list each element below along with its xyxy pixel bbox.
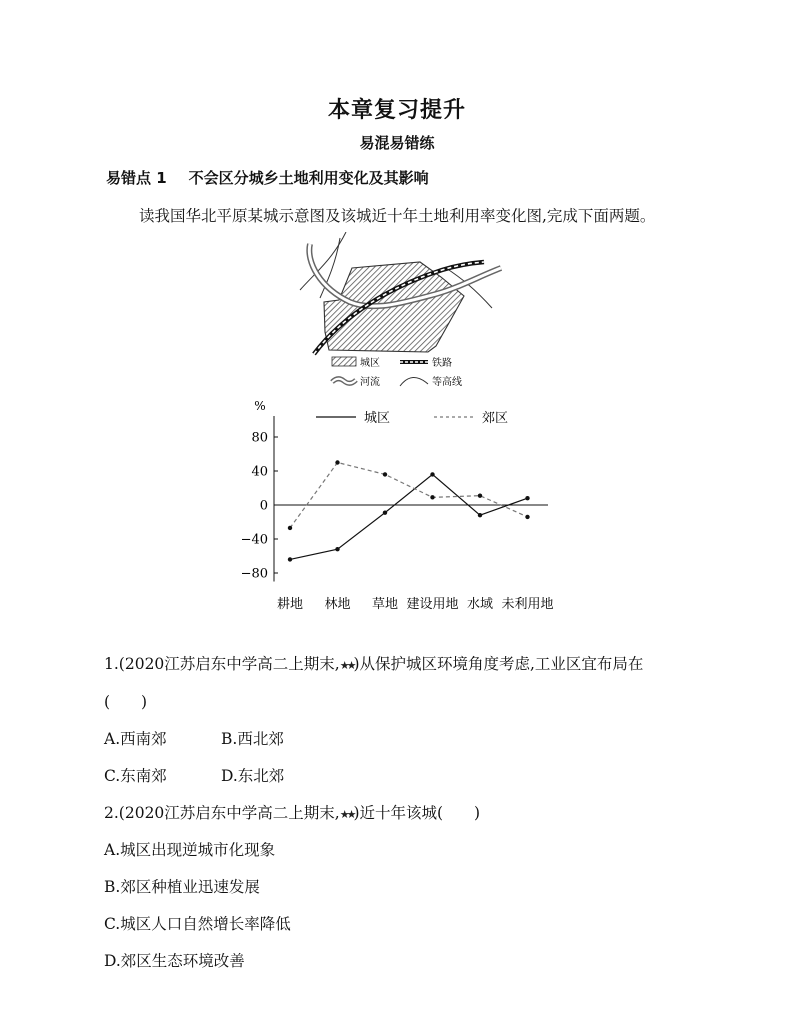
option-2a[interactable]: A.城区出现逆城市化现象	[104, 841, 276, 859]
hatched-area-icon	[332, 357, 356, 366]
option-1d[interactable]: D.东北郊	[221, 767, 285, 785]
option-2b[interactable]: B.郊区种植业迅速发展	[104, 878, 260, 896]
difficulty-stars: ★★	[339, 659, 354, 672]
contour-line-icon	[400, 377, 428, 386]
option-1c[interactable]: C.东南郊	[104, 767, 167, 785]
intro-text: 读我国华北平原某城示意图及该城近十年土地利用率变化图,完成下面两题。	[139, 207, 656, 225]
legend-label-railway: 铁路	[432, 358, 452, 369]
legend-label-contour: 等高线	[432, 377, 462, 388]
data-point	[525, 515, 529, 519]
data-point	[525, 496, 529, 500]
y-tick-label: 0	[259, 498, 268, 514]
x-tick-label: 耕地	[276, 597, 304, 612]
data-point	[288, 557, 292, 561]
legend-label-urban: 城区	[360, 358, 380, 369]
map-legend	[332, 356, 462, 388]
data-point	[288, 526, 292, 530]
question-number: 2.	[104, 804, 119, 822]
y-axis-label: %	[254, 399, 266, 413]
data-point	[335, 547, 339, 551]
legend-label: 郊区	[482, 411, 509, 426]
data-point	[383, 510, 387, 514]
data-point	[478, 493, 482, 497]
section-topic: 不会区分城乡土地利用变化及其影响	[188, 169, 429, 187]
question-source: (2020江苏启东中学高二上期末,	[118, 804, 340, 822]
difficulty-stars: ★★	[339, 808, 354, 821]
legend-label: 城区	[364, 411, 391, 426]
data-point	[383, 472, 387, 476]
question-stem: )从保护城区环境角度考虑,工业区宜布局在	[353, 655, 644, 673]
option-1a[interactable]: A.西南郊	[104, 730, 167, 748]
series-line	[290, 474, 528, 559]
x-tick-label: 草地	[371, 597, 399, 612]
question-source: (2020江苏启东中学高二上期末,	[118, 655, 340, 673]
x-tick-label: 建设用地	[406, 597, 459, 612]
x-tick-label: 林地	[324, 597, 351, 612]
option-2d[interactable]: D.郊区生态环境改善	[104, 952, 245, 970]
answer-blank[interactable]: ( )	[104, 693, 148, 711]
question-2	[104, 801, 480, 823]
data-point	[335, 460, 339, 464]
page-title: 本章复习提升	[327, 98, 466, 123]
option-1b[interactable]: B.西北郊	[221, 730, 284, 748]
question-1	[104, 652, 643, 674]
data-point	[430, 472, 434, 476]
y-tick-label: 40	[251, 464, 268, 480]
river-icon	[332, 379, 356, 384]
question-number: 1.	[104, 655, 119, 673]
data-point	[478, 513, 482, 517]
x-tick-label: 水域	[466, 597, 494, 612]
legend-label-river: 河流	[360, 377, 380, 388]
city-map	[296, 232, 506, 394]
series-line	[290, 463, 528, 528]
data-point	[430, 495, 434, 499]
y-tick-label: −80	[240, 566, 268, 582]
x-tick-label: 未利用地	[501, 597, 554, 612]
question-stem: )近十年该城( )	[353, 804, 481, 822]
page-subtitle: 易混易错练	[359, 134, 435, 152]
section-label: 易错点 1	[106, 169, 167, 187]
land-use-chart	[226, 392, 566, 614]
section-heading	[106, 167, 429, 188]
y-tick-label: 80	[251, 430, 268, 446]
y-tick-label: −40	[240, 532, 268, 548]
option-2c[interactable]: C.城区人口自然增长率降低	[104, 915, 291, 933]
